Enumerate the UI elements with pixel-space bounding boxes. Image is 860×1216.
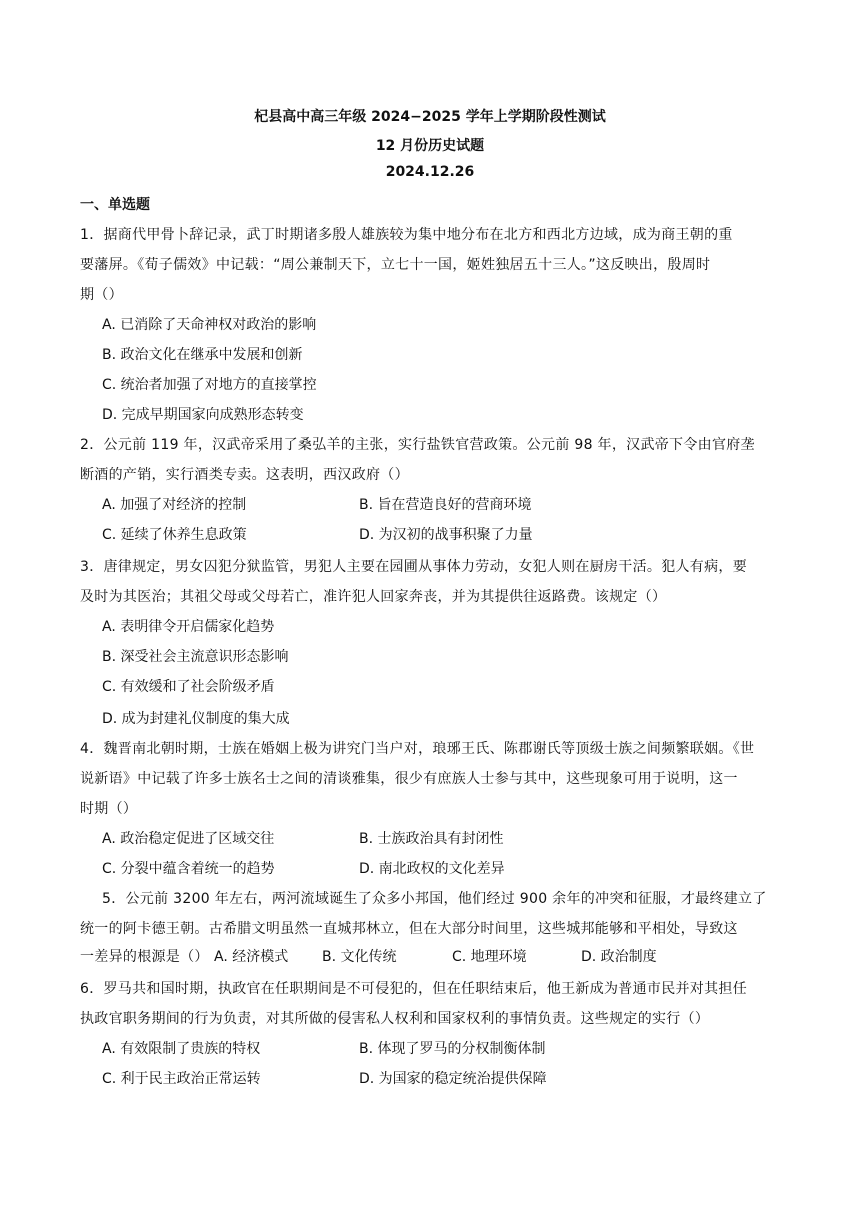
option-d[interactable]: D. 为国家的稳定统治提供保障 <box>359 1071 547 1087</box>
option-c[interactable]: C. 地理环境 <box>452 949 527 965</box>
question-text-line: 要藩屏。《荀子儒效》中记载：“周公兼制天下，立七十一国，姬姓独居五十三人。”这反映出，殷周时 <box>80 257 711 273</box>
question-text-line: 一差异的根源是（） <box>80 949 209 965</box>
question-text-line: 6．罗马共和国时期，执政官在任职期间是不可侵犯的，但在任职结束后，他王新成为普通市民并对其担任 <box>80 981 748 997</box>
exam-subtitle: 12 月份历史试题 <box>375 138 485 154</box>
section-title: 一、单选题 <box>80 197 150 213</box>
question-text-line: 统一的阿卡德王朝。古希腊文明虽然一直城邦林立，但在大部分时间里，这些城邦能够和平相处，导致这 <box>80 921 738 937</box>
option-b[interactable]: B. 旨在营造良好的营商环境 <box>359 497 532 513</box>
option-a[interactable]: A. 经济模式 <box>214 949 289 965</box>
question-text-line: 时期（） <box>80 801 138 817</box>
option-d[interactable]: D. 政治制度 <box>581 949 657 965</box>
option-c[interactable]: C. 有效缓和了社会阶级矛盾 <box>102 679 275 695</box>
exam-date: 2024.12.26 <box>385 164 475 180</box>
question-text-line: 2．公元前 119 年，汉武帝采用了桑弘羊的主张，实行盐铁官营政策。公元前 98 年，汉武帝下令由官府垄 <box>80 437 755 453</box>
option-d[interactable]: D. 成为封建礼仪制度的集大成 <box>102 711 290 727</box>
option-d[interactable]: D. 完成早期国家向成熟形态转变 <box>102 407 304 423</box>
option-b[interactable]: B. 文化传统 <box>322 949 397 965</box>
option-a[interactable]: A. 政治稳定促进了区域交往 <box>102 831 275 847</box>
exam-title: 杞县高中高三年级 2024−2025 学年上学期阶段性测试 <box>254 109 606 125</box>
question-text-line: 4．魏晋南北朝时期，士族在婚姻上极为讲究门当户对，琅琊王氏、陈郡谢氏等顶级士族之间频繁联姻。《世 <box>80 741 755 757</box>
option-b[interactable]: B. 体现了罗马的分权制衡体制 <box>359 1041 546 1057</box>
question-text-line: 执政官职务期间的行为负责，对其所做的侵害私人权利和国家权利的事情负责。这些规定的实行（） <box>80 1011 710 1027</box>
option-b[interactable]: B. 政治文化在继承中发展和创新 <box>102 347 303 363</box>
question-text-line: 1．据商代甲骨卜辞记录，武丁时期诸多殷人雄族较为集中地分布在北方和西北方边域，成为商王朝的重 <box>80 227 733 243</box>
option-a[interactable]: A. 表明律令开启儒家化趋势 <box>102 619 275 635</box>
question-text-line: 及时为其医治；其祖父母或父母若亡，准许犯人回家奔丧，并为其提供往返路费。该规定（） <box>80 589 667 605</box>
option-c[interactable]: C. 分裂中蕴含着统一的趋势 <box>102 861 275 877</box>
option-c[interactable]: C. 延续了休养生息政策 <box>102 527 247 543</box>
option-a[interactable]: A. 加强了对经济的控制 <box>102 497 247 513</box>
option-a[interactable]: A. 已消除了天命神权对政治的影响 <box>102 317 317 333</box>
option-d[interactable]: D. 南北政权的文化差异 <box>359 861 505 877</box>
question-text-line: 断酒的产销，实行酒类专卖。这表明，西汉政府（） <box>80 467 409 483</box>
question-text-line: 3．唐律规定，男女囚犯分狱监管，男犯人主要在园圃从事体力劳动，女犯人则在厨房干活。犯人有病，要 <box>80 559 748 575</box>
option-b[interactable]: B. 深受社会主流意识形态影响 <box>102 649 289 665</box>
question-text-line: 说新语》中记载了许多士族名士之间的清谈雅集，很少有庶族人士参与其中，这些现象可用于说明，这一 <box>80 771 738 787</box>
question-text-line: 5．公元前 3200 年左右，两河流域诞生了众多小邦国，他们经过 900 余年的冲突和征服，才最终建立了 <box>102 891 767 907</box>
option-b[interactable]: B. 士族政治具有封闭性 <box>359 831 504 847</box>
option-d[interactable]: D. 为汉初的战事积聚了力量 <box>359 527 533 543</box>
question-text-line: 期（） <box>80 287 123 303</box>
option-c[interactable]: C. 利于民主政治正常运转 <box>102 1071 261 1087</box>
option-c[interactable]: C. 统治者加强了对地方的直接掌控 <box>102 377 317 393</box>
option-a[interactable]: A. 有效限制了贵族的特权 <box>102 1041 261 1057</box>
